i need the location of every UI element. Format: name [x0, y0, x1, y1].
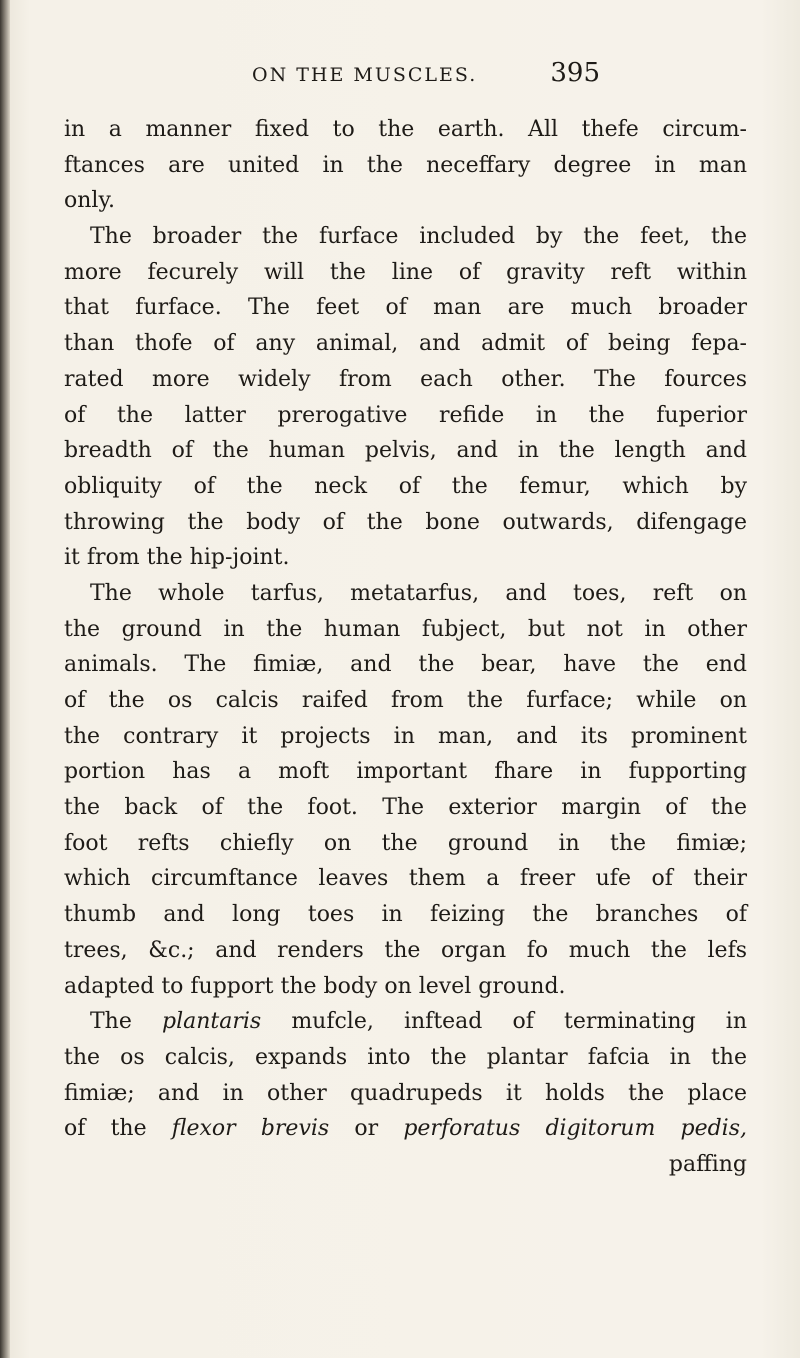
italic-term-perforatus: perforatus digitorum pedis,	[403, 1116, 748, 1142]
text-line: which circumftance leaves them a freer ufe of their	[64, 866, 747, 892]
text-line: more fecurely will the line of gravity reft within	[64, 259, 747, 285]
text-line: ftances are united in the neceffary degree in man	[64, 152, 747, 178]
text-line: the contrary it projects in man, and its prominent	[64, 723, 747, 749]
text-line: of the os calcis raifed from the furface; while on	[64, 688, 747, 713]
text-line: animals. The fimiæ, and the bear, have the end	[64, 652, 747, 678]
binding-edge	[0, 0, 10, 1358]
running-head	[230, 58, 600, 98]
text-line: the os calcis, expands into the plantar fafcia in the	[64, 1044, 747, 1070]
text-run: The	[90, 1009, 162, 1035]
text-line: adapted to fupport the body on level ground.	[64, 973, 566, 999]
text-line	[64, 1111, 747, 1147]
text-line: throwing the body of the bone outwards, difengage	[64, 509, 747, 535]
text-line: thumb and long toes in feizing the branches of	[64, 902, 747, 928]
body-text	[64, 112, 747, 1183]
italic-term-flexor-brevis: flexor brevis	[171, 1116, 330, 1142]
catchword: paffing	[668, 1151, 747, 1177]
text-line: The whole tarfus, metatarfus, and toes, reft on	[90, 580, 747, 606]
text-line: it from the hip-joint.	[64, 545, 290, 571]
text-line: breadth of the human pelvis, and in the length and	[64, 438, 747, 464]
text-line: fimiæ; and in other quadrupeds it holds the place	[64, 1080, 747, 1106]
text-line: the back of the foot. The exterior margin of the	[64, 795, 747, 821]
text-line: that furface. The feet of man are much broader	[64, 295, 747, 321]
text-line: rated more widely from each other. The fources	[64, 366, 747, 392]
text-line: the ground in the human fubject, but not in other	[64, 616, 747, 642]
italic-term-plantaris: plantaris	[161, 1009, 262, 1035]
text-line: only.	[64, 188, 115, 214]
text-line: trees, &c.; and renders the organ fo much the lefs	[64, 937, 747, 963]
text-line: of the latter prerogative refide in the fuperior	[64, 402, 747, 428]
text-run: of the	[64, 1116, 172, 1142]
text-line: The broader the furface included by the feet, the	[90, 224, 747, 250]
text-line: portion has a moft important fhare in fupporting	[64, 759, 747, 785]
text-run: or	[329, 1116, 404, 1142]
text-line: obliquity of the neck of the femur, which by	[64, 473, 747, 499]
text-line: than thofe of any animal, and admit of being fepa-	[64, 331, 747, 357]
running-head-title: ON THE MUSCLES.	[252, 64, 478, 86]
text-line: in a manner fixed to the earth. All thefe circum-	[64, 117, 747, 142]
text-run: mufcle, inftead of terminating in	[261, 1009, 747, 1035]
text-line	[64, 1004, 747, 1040]
text-line: foot refts chiefly on the ground in the fimiæ;	[64, 830, 747, 856]
page-number: 395	[550, 58, 600, 88]
